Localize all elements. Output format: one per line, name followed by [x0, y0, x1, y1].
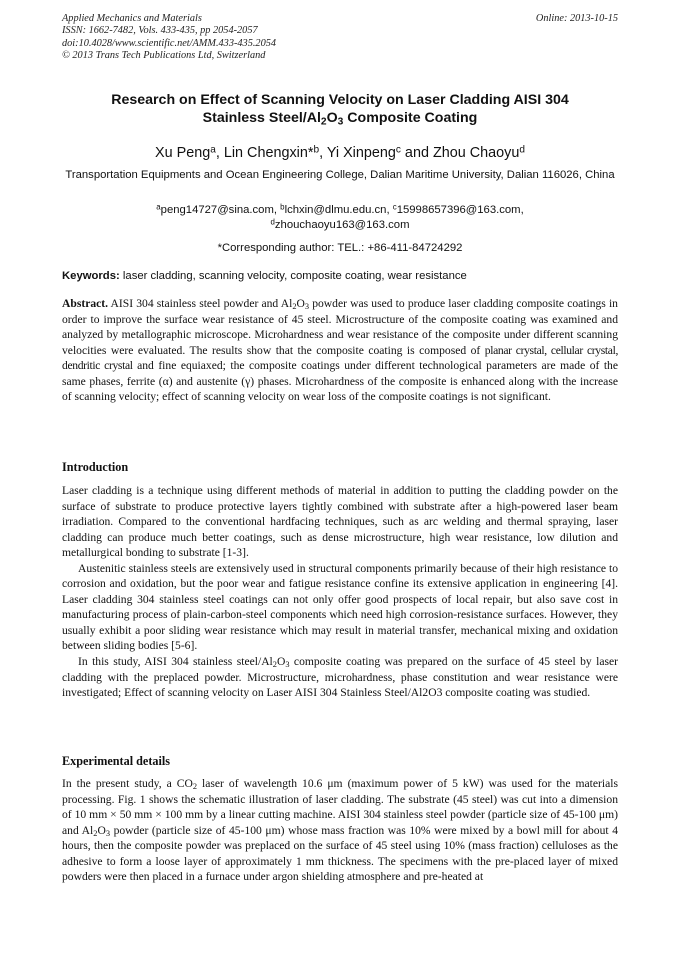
intro-text: In this study, AISI 304 stainless steel/Al: [78, 655, 273, 669]
abstract-text: AISI 304 stainless steel powder and Al: [108, 297, 293, 310]
abstract-text: and fine equiaxed; the composite coatings under different technological parameters are made of the same phases, ferrite (α) and austenite (γ) phases. Microhardness of the composite is enhanced along with the increase of scanning velocity; effect of scanning velocity on wear loss of the composite coatings is not significant.: [62, 359, 618, 404]
email-c: 15998657396@163.com,: [396, 204, 524, 216]
intro-paragraph-2: Austenitic stainless steels are extensively used in structural components primarily because of their high resistance to corrosion and oxidation, but the poor wear and fatigue resistance confine its extensive application in engineering [4]. Laser cladding 304 stainless steel coatings can not only offer good prospects of local repair, but also save cost in manufacturing process of plain-carbon-steel components which need high corrosion-resistance surfaces. However, they usually exhibit a poor sliding wear resistance which may result in material transfer, mechanical mixing and oxidation between sliding bodies [5-6].: [62, 561, 618, 653]
email-mark: a: [156, 202, 161, 212]
doi-line: doi:10.4028/www.scientific.net/AMM.433-435.2054: [62, 37, 277, 49]
intro-text: O: [276, 655, 286, 669]
email-mark: b: [280, 202, 285, 212]
journal-name: Applied Mechanics and Materials: [62, 13, 202, 24]
author-separator: and: [400, 145, 433, 161]
keywords-label: Keywords:: [62, 270, 120, 282]
experimental-paragraph-1: [62, 776, 618, 885]
email-line-2: [62, 218, 618, 233]
title-subscript: 2: [320, 116, 327, 128]
title-line-1: Research on Effect of Scanning Velocity on Laser Cladding AISI 304: [111, 92, 569, 108]
abstract-text: powder was used to produce laser cladding composite coatings in order to improve the surface wear resistance of 45 steel. Microstructure of the composite coating was examined and analyzed by metallographic microscope. Microhardness and wear resistance of the composite under different scanning velocities were evaluated. The results show that the composite coating is composed of: [62, 297, 618, 357]
author-affil-mark: c: [395, 144, 401, 156]
exp-text: laser of wavelength 10.6 μm (maximum power of 5 kW) was used for the materials processing. Fig. 1 shows the schematic illustration of laser cladding. The substrate (45 steel) was cut into a dimension of 10 mm × 50 mm × 100 mm by a linear cutting machine. AISI 304 stainless steel powder (particle size of 45-100 μm) and Al: [62, 777, 618, 837]
abstract-label: Abstract.: [62, 297, 109, 310]
experimental-heading: Experimental details: [62, 754, 170, 768]
copyright-line: © 2013 Trans Tech Publications Ltd, Switzerland: [62, 50, 266, 62]
title-text: Composite Coating: [343, 109, 478, 126]
exp-text: In the present study, a CO: [62, 777, 193, 790]
author-name: Xu Peng: [155, 145, 211, 161]
email-a: peng14727@sina.com,: [160, 204, 281, 216]
intro-subscript: 3: [285, 660, 290, 670]
title-line-2: [62, 110, 618, 128]
exp-subscript: 2: [93, 828, 98, 838]
author-list: [62, 144, 618, 162]
abstract-subscript: 2: [292, 302, 297, 312]
abstract-text: planar crystal, cellular crystal, dendritic crystal: [62, 343, 618, 373]
intro-paragraph-3: [62, 654, 618, 701]
paper-title: [62, 92, 618, 127]
experimental-section: [62, 776, 618, 885]
email-list: [62, 203, 618, 233]
issn-line: ISSN: 1662-7482, Vols. 433-435, pp 2054-2057: [62, 25, 258, 37]
author-affil-mark: a: [210, 144, 216, 156]
exp-text: O: [97, 823, 106, 837]
affiliation: Transportation Equipments and Ocean Engineering College, Dalian Maritime University, Dalian 116026, China: [65, 169, 615, 181]
author-name: Zhou Chaoyu: [432, 145, 520, 161]
author-separator: ,: [319, 145, 327, 161]
author-name: Lin Chengxin*: [223, 145, 314, 161]
introduction-section: [62, 483, 618, 701]
title-subscript: 3: [337, 116, 344, 128]
intro-paragraph-1: Laser cladding is a technique using different methods of material in addition to putting the cladding powder on the surface of substrate to produce protective layers tightly combined with substrate after a high-powered laser beam irradiation. Compared to the conventional hardfacing techniques, such as arc welding and thermal spraying, laser cladding can produce much better coatings, such as dense microstructure, high wear resistance, low dilution and metallurgical bonding to substrate [1-3].: [62, 484, 618, 560]
email-b: lchxin@dlmu.edu.cn,: [284, 204, 393, 216]
author-separator: ,: [215, 145, 224, 161]
email-mark: d: [270, 217, 275, 227]
title-text: O: [326, 109, 338, 126]
title-text: Stainless Steel/Al: [202, 109, 321, 126]
author-affil-mark: b: [313, 144, 320, 156]
intro-subscript: 2: [272, 660, 277, 670]
abstract-text: O: [296, 297, 305, 310]
exp-text: powder (particle size of 45-100 μm) whose mass fraction was 10% were mixed by a bowl mill for about 4 hours, then the composite powder was preplaced on the surface of 45 steel using 10% (mass fraction) celluloses as the adhesive to form a loose layer of approximately 1 mm thickness. The specimens with the pre-placed layer of mixed powders were then placed in a furnace under argon shielding atmosphere and pre-heated at: [62, 823, 618, 884]
email-d: zhouchaoyu163@163.com: [274, 219, 410, 231]
exp-subscript: 2: [192, 782, 198, 792]
abstract: [62, 296, 618, 405]
author-name: Yi Xinpeng: [326, 145, 396, 161]
email-mark: c: [392, 202, 397, 212]
corresponding-author: *Corresponding author: TEL.: +86-411-84724292: [217, 242, 463, 254]
journal-header: [62, 13, 618, 63]
intro-text: composite coating was prepared on the surface of 45 steel by laser cladding with the preplaced powder. Microstructure, microhardness, phase constitution and wear resistance were investigated; Effect of scanning velocity on Laser AISI 304 Stainless Steel/Al2O3 composite coating was studied.: [62, 655, 619, 700]
author-affil-mark: d: [519, 144, 525, 156]
exp-subscript: 3: [105, 828, 110, 838]
keywords: [62, 269, 618, 284]
online-date: Online: 2013-10-15: [535, 13, 618, 24]
introduction-heading: Introduction: [62, 460, 129, 474]
email-line-1: [62, 203, 618, 218]
abstract-subscript: 3: [304, 302, 310, 312]
keywords-text: laser cladding, scanning velocity, composite coating, wear resistance: [119, 270, 467, 282]
